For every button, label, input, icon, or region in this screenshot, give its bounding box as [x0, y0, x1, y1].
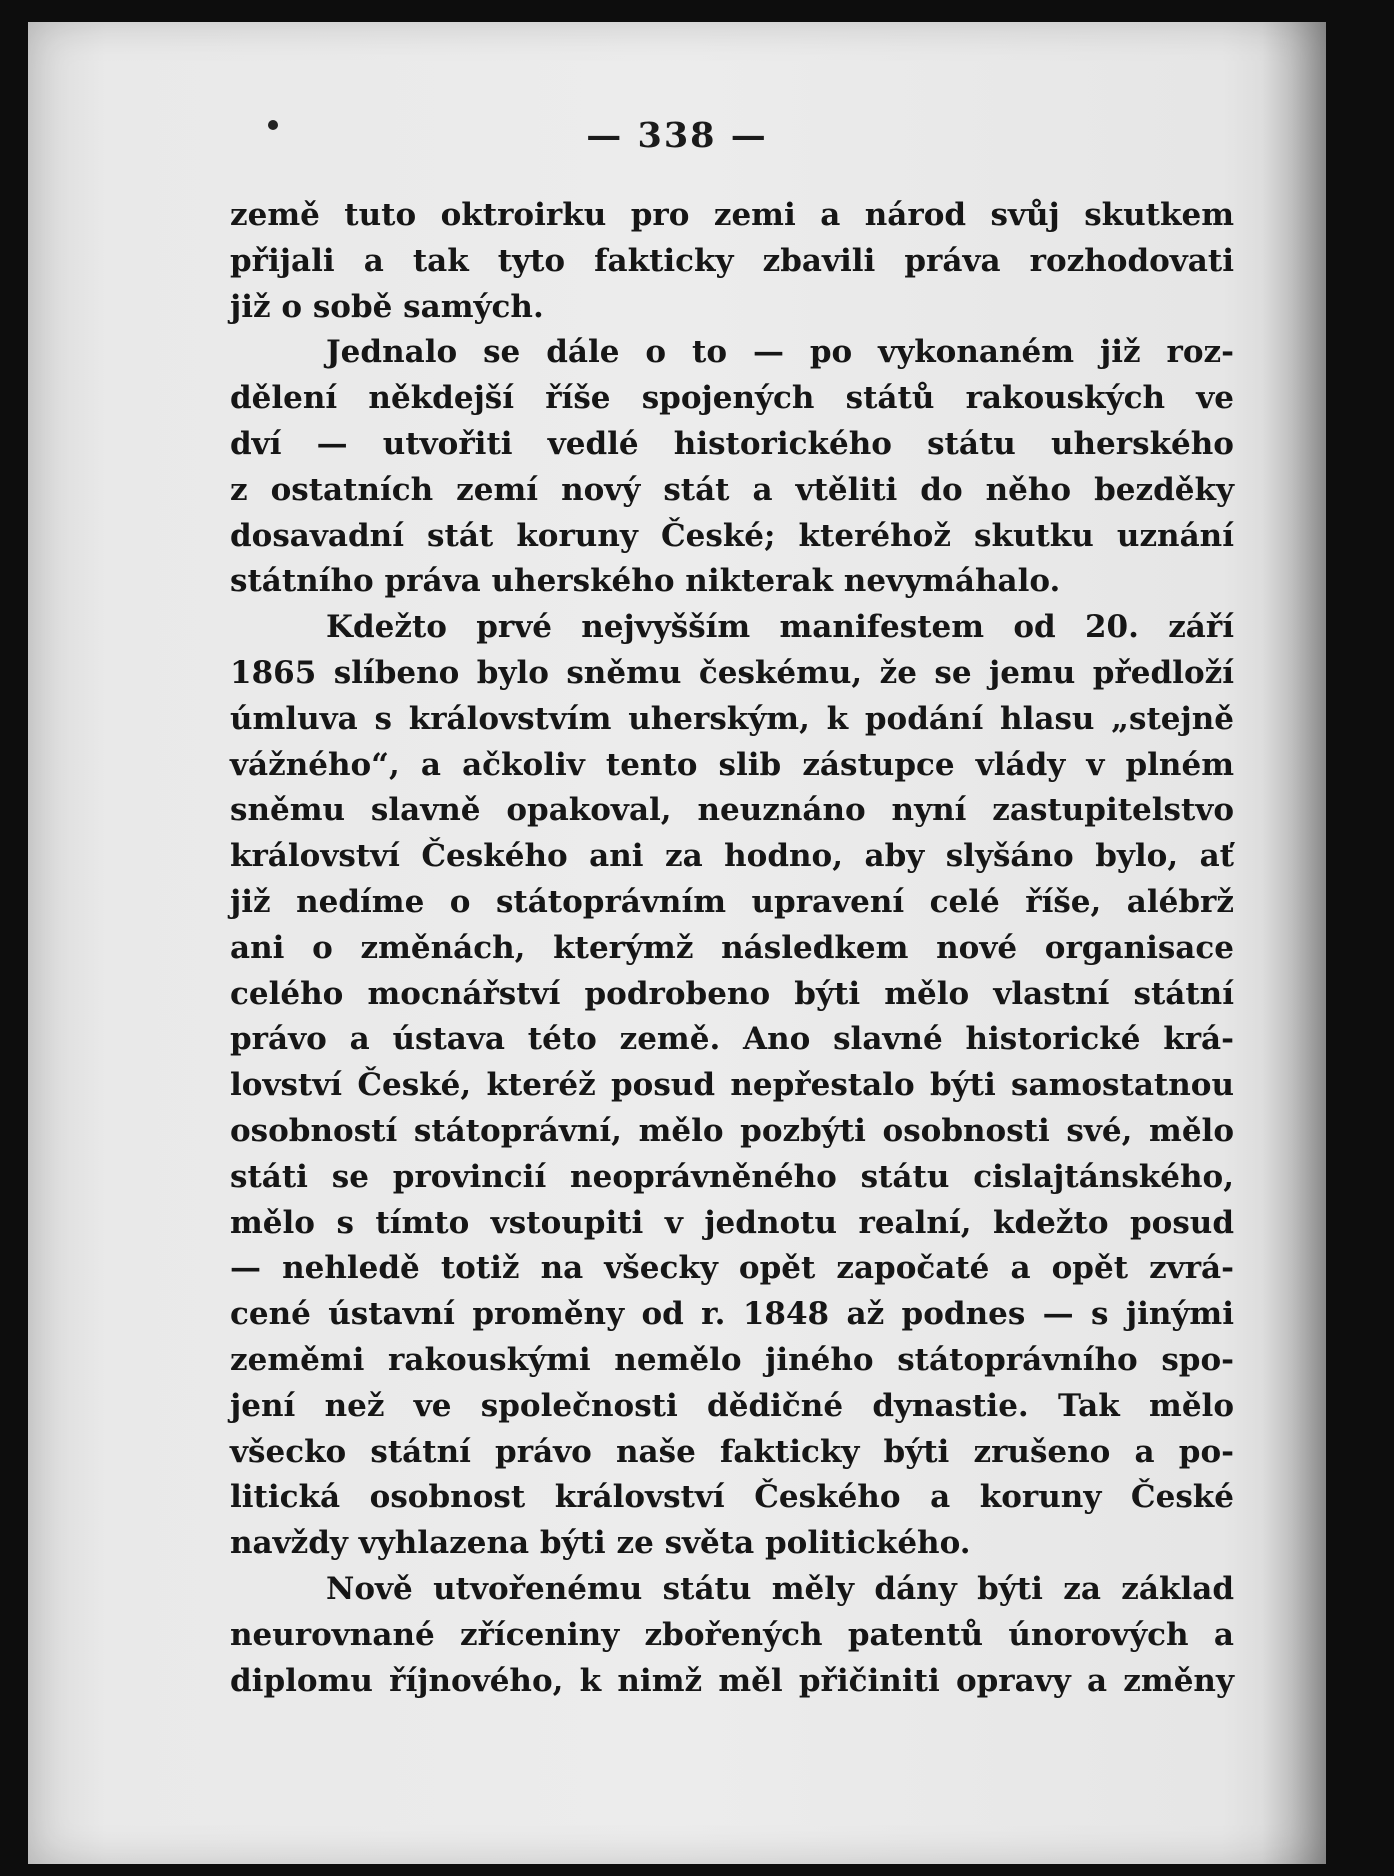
text-line: úmluva s královstvím uherským, k podání hlasu „stejně	[230, 700, 1234, 737]
page-number: — 338 —	[586, 115, 768, 156]
text-line: již o sobě samých.	[230, 288, 544, 325]
text-line: cené ústavní proměny od r. 1848 až podnes — s jinými	[230, 1296, 1234, 1333]
text-line: mělo s tímto vstoupiti v jednotu realní, kdežto posud	[230, 1204, 1234, 1241]
text-line: celého mocnářství podrobeno býti mělo vlastní státní	[230, 975, 1234, 1012]
text-line: již nedíme o státoprávním upravení celé říše, alébrž	[230, 883, 1234, 920]
text-line: země tuto oktroirku pro zemi a národ svůj skutkem	[230, 197, 1234, 233]
text-line: přijali a tak tyto fakticky zbavili práva rozhodovati	[230, 242, 1234, 279]
text-line: sněmu slavně opakoval, neuznáno nyní zastupitelstvo	[230, 792, 1234, 829]
text-line: jení než ve společnosti dědičné dynastie. Tak mělo	[230, 1387, 1234, 1424]
text-line: Kdežto prvé nejvyšším manifestem od 20. září	[326, 609, 1234, 646]
text-line: 1865 slíbeno bylo sněmu českému, že se jemu předloží	[230, 654, 1234, 691]
text-line: dví — utvořiti vedlé historického státu uherského	[230, 425, 1234, 462]
text-line: litická osobnost království Českého a koruny České	[230, 1479, 1234, 1516]
text-line: osobností státoprávní, mělo pozbýti osobnosti své, mělo	[230, 1112, 1234, 1149]
text-line: státního práva uherského nikterak nevymáhalo.	[230, 563, 1061, 600]
page-binding-shadow	[1262, 22, 1326, 1864]
text-line: — nehledě totiž na všecky opět započaté a opět zvrá-	[230, 1250, 1234, 1287]
text-line: právo a ústava této země. Ano slavné historické krá-	[230, 1021, 1234, 1058]
text-line: lovství České, kteréž posud nepřestalo býti samostatnou	[230, 1067, 1234, 1104]
text-line: dosavadní stát koruny České; kteréhož skutku uznání	[230, 517, 1234, 554]
text-line: zeměmi rakouskými nemělo jiného státoprávního spo-	[230, 1341, 1234, 1378]
text-line: z ostatních zemí nový stát a vtěliti do něho bezděky	[230, 471, 1234, 508]
text-line: vážného“, a ačkoliv tento slib zástupce vlády v plném	[230, 746, 1234, 783]
text-line: ani o změnách, kterýmž následkem nové organisace	[230, 929, 1234, 966]
text-line: království Českého ani za hodno, aby slyšáno bylo, ať	[230, 838, 1234, 875]
text-line: diplomu říjnového, k nimž měl přičiniti opravy a změny	[230, 1662, 1234, 1699]
text-line: neurovnané zříceniny zbořených patentů únorových a	[230, 1616, 1234, 1653]
text-line: dělení někdejší říše spojených států rakouských ve	[230, 380, 1234, 417]
text-line: Jednalo se dále o to — po vykonaném již roz-	[326, 334, 1234, 371]
text-line: všecko státní právo naše fakticky býti zrušeno a po-	[230, 1433, 1234, 1470]
body-text	[230, 193, 1234, 1704]
text-line: Nově utvořenému státu měly dány býti za základ	[326, 1570, 1234, 1607]
text-line: státi se provincií neoprávněného státu cislajtánského,	[230, 1158, 1234, 1195]
text-line: navždy vyhlazena býti ze světa politického.	[230, 1525, 971, 1562]
